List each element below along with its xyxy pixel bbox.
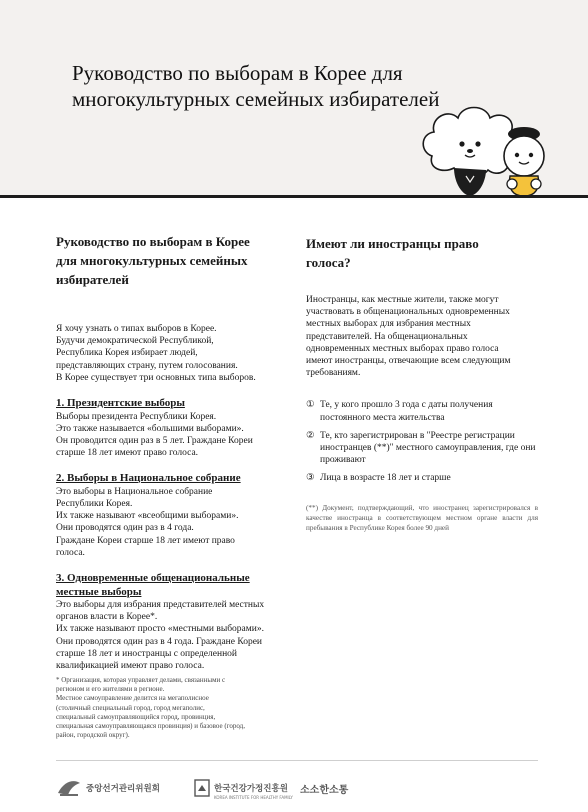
item-number: ② [306,430,315,441]
intro-paragraph: Я хочу узнать о типах выборов в Корее. Будучи демократической Республикой, Республика Корея избирает людей, представляющих страну, путем голосования. В Корее существует три основных типа выборов. [56,324,256,383]
sosohan-logo: 소소한소통 [300,784,349,796]
item-text: Те, кто зарегистрирован в "Реестре регистрации иностранцев (**)" местного самоуправления, где они проживают [320,430,536,466]
list-item [306,399,538,423]
section-body: Это выборы для избрания представителей местных органов власти в Корее*. Их также называют просто «местными выборами». Они проводятся один раз в 4 года. Граждане Кореи старше 18 лет и иностранцы с определенной квалификацией имеют право голоса. [56,600,265,672]
kihf-logo: 한국건강가정진흥원 KOREA INSTITUTE FOR HEALTHY FAMILY [194,775,293,801]
footer-logos [56,775,436,801]
right-column [306,234,538,540]
item-text: Те, у кого прошло 3 года с даты получения постоянного места жительства [320,400,493,423]
buddy-mascot [504,127,544,196]
section-presidential [56,397,278,459]
left-title: Руководство по выборам в Корее для многокультурных семейных избирателей [56,234,250,287]
nec-logo: 중앙선거관리위원회 [56,775,160,801]
requirements-list [306,399,538,484]
eligibility-paragraph: Иностранцы, как местные жители, также могут участвовать в общенациональных одновременных местных выборах для избрания местных представителей. На общенациональных одновременных местных выборах право голоса имеют иностранцы, отвечающие всем следующим требованиям. [306,295,511,379]
cloud-mascot [423,108,519,178]
left-column [56,232,278,672]
footer-divider [56,760,538,761]
section-local-elections [56,572,278,672]
mascot-illustration [414,98,564,198]
section-body: Выборы президента Республики Корея. Это также называется «большими выборами». Он проводится один раз в 5 лет. Граждане Кореи старше 18 лет имеют право голоса. [56,411,253,459]
section-heading: 2. Выборы в Национальное собрание [56,472,241,485]
footnote: * Организация, которая управляет делами, связанными с регионом и его жителями в регионе. Местное самоуправление делится на мегаполисное (столичный специальный город, город мегаполис, специальный самоуправляющийся город, провинция, специальная самоуправляющаяся провинция) и базовое (город, район, городской округ). [56,676,245,740]
right-title: Имеют ли иностранцы право голоса? [306,236,479,270]
house-icon [194,779,210,797]
registry-note: (**) Документ, подтверждающий, что иностранец зарегистрировался в качестве иностранца в соответствующем местном органе власти для пребывания в Республике Корея более 90 дней [306,503,538,532]
hero-divider [0,195,588,198]
nec-emblem-icon [56,777,82,799]
section-national-assembly [56,472,278,559]
item-number: ③ [306,473,315,484]
section-heading: 1. Президентские выборы [56,397,185,410]
list-item [306,430,538,467]
list-item [306,472,538,484]
page-title-line2: многокультурных семейных избирателей [72,87,440,111]
item-number: ① [306,400,315,411]
section-heading: 3. Одновременные общенациональные местные выборы [56,572,250,598]
item-text: Лица в возрасте 18 лет и старше [320,473,451,484]
page-title-line1: Руководство по выборам в Корее для [72,61,403,85]
hero-banner [0,0,588,195]
section-body: Это выборы в Национальное собрание Республики Корея. Их также называют «всеобщими выборами». Они проводятся один раз в 4 года. Граждане Кореи старше 18 лет имеют право голоса. [56,486,239,558]
